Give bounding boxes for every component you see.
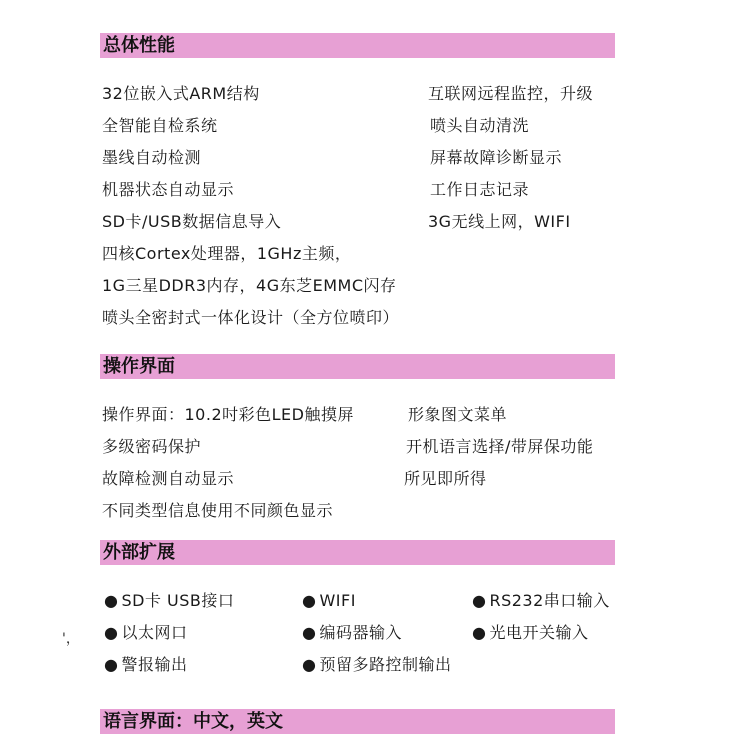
expansion-item: ● 以太网口	[104, 623, 188, 642]
expansion-item: ● RS232串口输入	[472, 591, 610, 610]
expansion-item: ● 编码器输入	[302, 623, 402, 642]
bullet-icon: ●	[302, 655, 317, 674]
interface-item-right: 形象图文菜单	[408, 405, 508, 424]
bullet-icon: ●	[104, 623, 119, 642]
performance-item: 机器状态自动显示	[102, 180, 235, 199]
performance-item: 墨线自动检测	[102, 148, 202, 167]
interface-item-right: 开机语言选择/带屏保功能	[406, 437, 594, 456]
interface-item-right: 所见即所得	[404, 469, 487, 488]
expansion-item: ● SD卡 USB接口	[104, 591, 235, 610]
performance-item-right: 3G无线上网，WIFI	[428, 212, 571, 231]
expansion-item: ● 预留多路控制输出	[302, 655, 452, 674]
bullet-icon: ●	[104, 591, 119, 610]
performance-item: 全智能自检系统	[102, 116, 218, 135]
performance-item-right: 工作日志记录	[430, 180, 530, 199]
bullet-icon: ●	[302, 623, 317, 642]
performance-item-right: 屏幕故障诊断显示	[430, 148, 563, 167]
performance-item: 四核Cortex处理器，1GHz主频，	[102, 244, 352, 263]
expansion-item: ● 警报输出	[104, 655, 188, 674]
interface-item: 故障检测自动显示	[102, 469, 235, 488]
interface-item: 多级密码保护	[102, 437, 202, 456]
section-header-expansion: 外部扩展	[100, 540, 615, 565]
section-header-performance: 总体性能	[100, 33, 615, 58]
expansion-item: ● 光电开关输入	[472, 623, 589, 642]
expansion-item: ● WIFI	[302, 591, 356, 610]
stray-mark: '，	[62, 631, 80, 647]
bullet-icon: ●	[472, 591, 487, 610]
bullet-icon: ●	[302, 591, 317, 610]
performance-item-right: 喷头自动清洗	[430, 116, 530, 135]
interface-item: 操作界面：10.2吋彩色LED触摸屏	[102, 405, 354, 424]
bullet-icon: ●	[104, 655, 119, 674]
performance-item-right: 互联网远程监控，升级	[428, 84, 594, 103]
section-header-language: 语言界面：中文，英文	[100, 709, 615, 734]
interface-item: 不同类型信息使用不同颜色显示	[102, 501, 334, 520]
performance-item: SD卡/USB数据信息导入	[102, 212, 282, 231]
performance-item: 喷头全密封式一体化设计（全方位喷印）	[102, 308, 400, 327]
section-header-interface: 操作界面	[100, 354, 615, 379]
bullet-icon: ●	[472, 623, 487, 642]
performance-item: 1G三星DDR3内存，4G东芝EMMC闪存	[102, 276, 397, 295]
performance-item: 32位嵌入式ARM结构	[102, 84, 260, 103]
